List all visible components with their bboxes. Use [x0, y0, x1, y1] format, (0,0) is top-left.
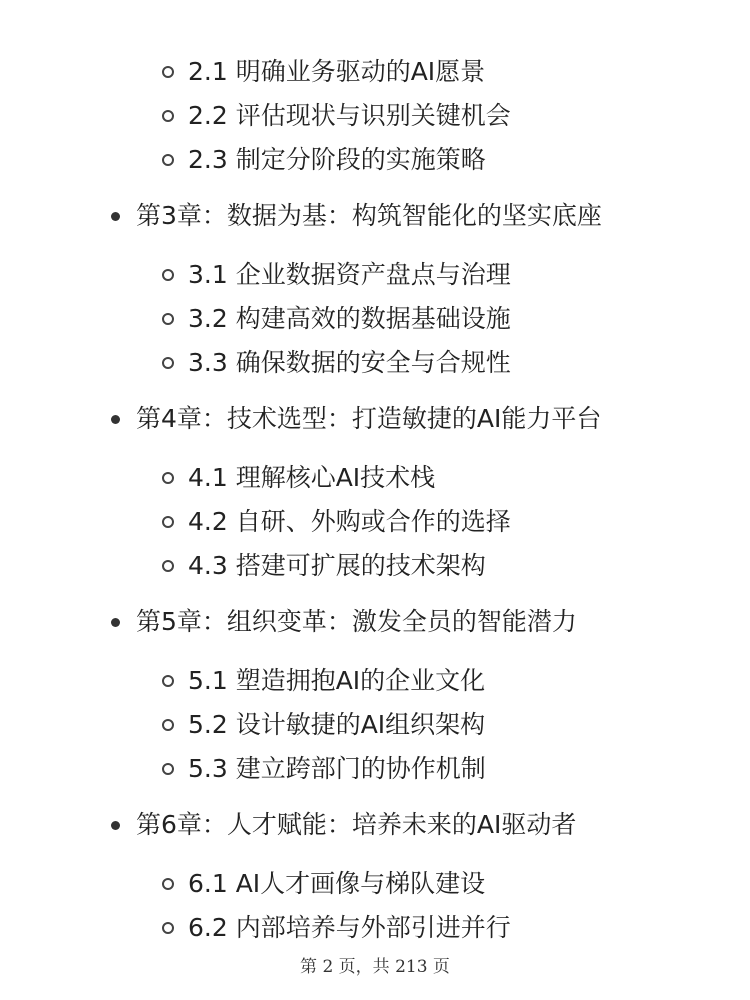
toc-item-5-1: 5.1 塑造拥抱AI的企业文化 [188, 666, 486, 695]
chapter-bullet-icon [111, 415, 120, 424]
toc-item-2-1: 2.1 明确业务驱动的AI愿景 [188, 57, 486, 86]
toc-item-2-3: 2.3 制定分阶段的实施策略 [188, 145, 486, 174]
toc-item-4-2: 4.2 自研、外购或合作的选择 [188, 507, 511, 536]
sub-bullet-icon [162, 154, 174, 166]
toc-item-4-3: 4.3 搭建可扩展的技术架构 [188, 551, 486, 580]
toc-chapter-4: 第4章：技术选型：打造敏捷的AI能力平台 [136, 404, 602, 433]
toc-item-5-3: 5.3 建立跨部门的协作机制 [188, 754, 486, 783]
toc-item-4-1: 4.1 理解核心AI技术栈 [188, 463, 436, 492]
toc-item-6-2: 6.2 内部培养与外部引进并行 [188, 913, 511, 942]
sub-bullet-icon [162, 922, 174, 934]
page-number: 第 2 页，共 213 页 [300, 957, 450, 977]
toc-item-5-2: 5.2 设计敏捷的AI组织架构 [188, 710, 486, 739]
sub-bullet-icon [162, 516, 174, 528]
sub-bullet-icon [162, 66, 174, 78]
toc-item-3-3: 3.3 确保数据的安全与合规性 [188, 348, 511, 377]
chapter-bullet-icon [111, 618, 120, 627]
toc-item-6-1: 6.1 AI人才画像与梯队建设 [188, 869, 486, 898]
chapter-bullet-icon [111, 821, 120, 830]
sub-bullet-icon [162, 560, 174, 572]
sub-bullet-icon [162, 719, 174, 731]
chapter-bullet-icon [111, 212, 120, 221]
sub-bullet-icon [162, 357, 174, 369]
toc-item-2-2: 2.2 评估现状与识别关键机会 [188, 101, 511, 130]
sub-bullet-icon [162, 269, 174, 281]
sub-bullet-icon [162, 472, 174, 484]
sub-bullet-icon [162, 313, 174, 325]
toc-item-3-1: 3.1 企业数据资产盘点与治理 [188, 260, 511, 289]
sub-bullet-icon [162, 878, 174, 890]
sub-bullet-icon [162, 110, 174, 122]
sub-bullet-icon [162, 675, 174, 687]
toc-item-3-2: 3.2 构建高效的数据基础设施 [188, 304, 511, 333]
toc-chapter-6: 第6章：人才赋能：培养未来的AI驱动者 [136, 810, 577, 839]
toc-chapter-3: 第3章：数据为基：构筑智能化的坚实底座 [136, 201, 602, 230]
sub-bullet-icon [162, 763, 174, 775]
toc-chapter-5: 第5章：组织变革：激发全员的智能潜力 [136, 607, 577, 636]
